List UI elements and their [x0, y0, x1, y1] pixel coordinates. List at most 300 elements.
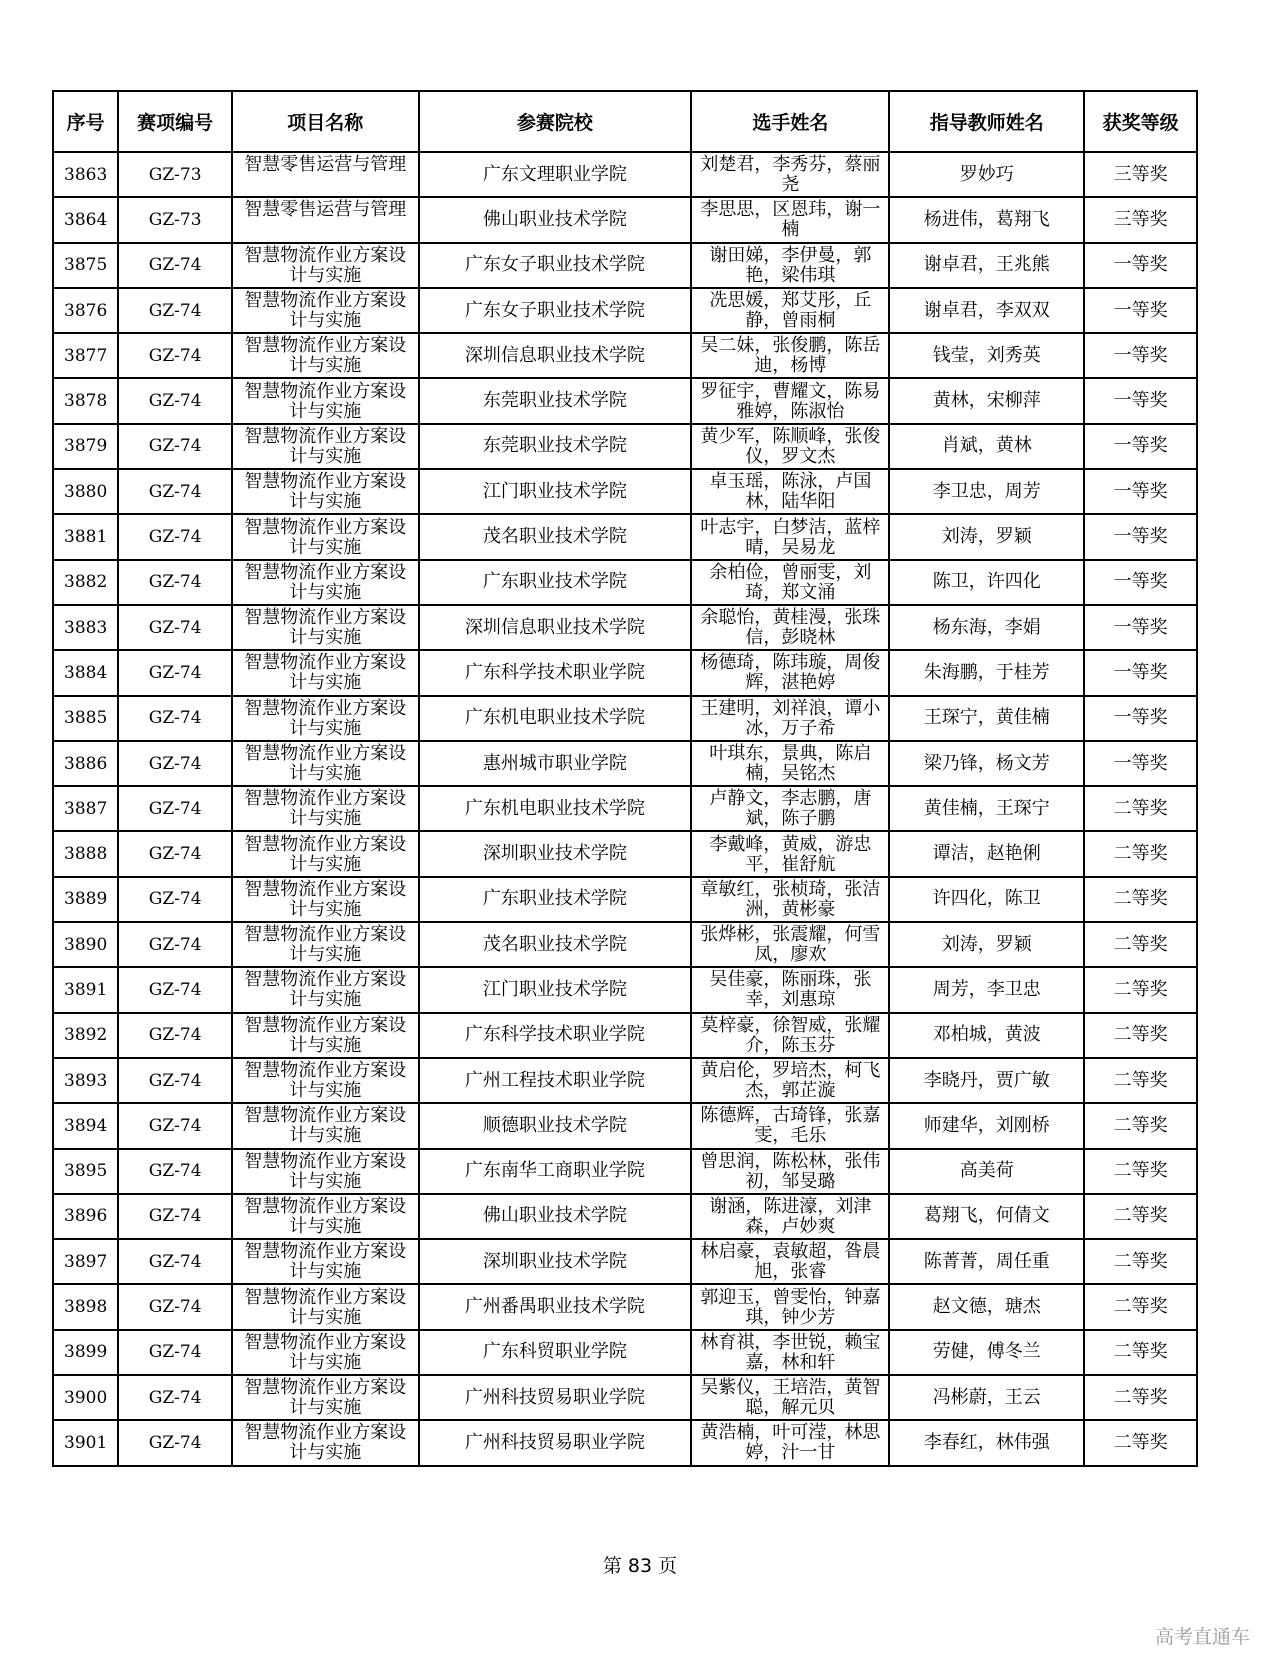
- project-name-cell: [232, 1284, 418, 1329]
- school-cell: 茂名职业技术学院: [419, 922, 692, 967]
- event-code-cell: GZ-74: [118, 560, 232, 605]
- header-project-name: 项目名称: [232, 91, 418, 152]
- event-code-cell: GZ-74: [118, 1013, 232, 1058]
- award-level-cell: 一等奖: [1084, 650, 1197, 695]
- award-level-cell: 一等奖: [1084, 514, 1197, 559]
- school-cell: 广东科学技术职业学院: [419, 650, 692, 695]
- school-cell: 广东机电职业技术学院: [419, 696, 692, 741]
- award-level-cell: 三等奖: [1084, 197, 1197, 242]
- table-row: [53, 1058, 1197, 1103]
- school-cell: 惠州城市职业学院: [419, 741, 692, 786]
- contestants-cell: [691, 650, 889, 695]
- table-row: [53, 243, 1197, 288]
- project-name-cell-text: 智慧物流作业方案设计与实施: [244, 1060, 407, 1102]
- seq-cell: 3892: [53, 1013, 118, 1058]
- instructors-cell: 杨东海，李娟: [889, 605, 1084, 650]
- project-name-cell: [232, 1194, 418, 1239]
- project-name-cell-text: 智慧物流作业方案设计与实施: [244, 1331, 407, 1373]
- seq-cell: 3898: [53, 1284, 118, 1329]
- contestants-cell: [691, 469, 889, 514]
- award-level-cell: 二等奖: [1084, 1284, 1197, 1329]
- event-code-cell: GZ-73: [118, 152, 232, 197]
- awards-table: [52, 90, 1198, 1467]
- contestants-cell: [691, 333, 889, 378]
- event-code-cell: GZ-74: [118, 1375, 232, 1420]
- school-cell: 佛山职业技术学院: [419, 197, 692, 242]
- event-code-cell: GZ-74: [118, 424, 232, 469]
- project-name-cell-text: 智慧物流作业方案设计与实施: [244, 1014, 407, 1056]
- table-row: [53, 1013, 1197, 1058]
- school-cell: 深圳信息职业技术学院: [419, 333, 692, 378]
- school-cell: 东莞职业技术学院: [419, 378, 692, 423]
- award-level-cell: 一等奖: [1084, 560, 1197, 605]
- contestants-cell: [691, 922, 889, 967]
- contestants-cell-text: 罗征宇，曹耀文，陈易雅婷，陈淑怡: [700, 380, 881, 422]
- instructors-cell: 葛翔飞，何倩文: [889, 1194, 1084, 1239]
- project-name-cell-text: 智慧物流作业方案设计与实施: [244, 607, 407, 649]
- project-name-cell: [232, 424, 418, 469]
- award-level-cell: 二等奖: [1084, 1375, 1197, 1420]
- contestants-cell-text: 黄浩楠，叶可滢，林思婷，汁一甘: [700, 1422, 881, 1464]
- seq-cell: 3877: [53, 333, 118, 378]
- contestants-cell: [691, 378, 889, 423]
- project-name-cell: [232, 1239, 418, 1284]
- seq-cell: 3883: [53, 605, 118, 650]
- event-code-cell: GZ-73: [118, 197, 232, 242]
- award-level-cell: 一等奖: [1084, 424, 1197, 469]
- instructors-cell: 谢卓君，李双双: [889, 288, 1084, 333]
- seq-cell: 3889: [53, 877, 118, 922]
- contestants-cell: [691, 1284, 889, 1329]
- project-name-cell: [232, 1013, 418, 1058]
- seq-cell: 3879: [53, 424, 118, 469]
- project-name-cell-text: 智慧物流作业方案设计与实施: [244, 1150, 407, 1192]
- project-name-cell: [232, 243, 418, 288]
- table-row: [53, 197, 1197, 242]
- event-code-cell: GZ-74: [118, 1284, 232, 1329]
- project-name-cell: [232, 1330, 418, 1375]
- contestants-cell-text: 王建明，刘祥浪，谭小冰，万子希: [700, 697, 881, 739]
- instructors-cell: 杨进伟，葛翔飞: [889, 197, 1084, 242]
- award-level-cell: 二等奖: [1084, 1194, 1197, 1239]
- award-level-cell: 二等奖: [1084, 967, 1197, 1012]
- event-code-cell: GZ-74: [118, 696, 232, 741]
- project-name-cell: [232, 1103, 418, 1148]
- project-name-cell: [232, 877, 418, 922]
- event-code-cell: GZ-74: [118, 333, 232, 378]
- contestants-cell: [691, 1149, 889, 1194]
- table-row: [53, 696, 1197, 741]
- table-row: [53, 786, 1197, 831]
- seq-cell: 3886: [53, 741, 118, 786]
- seq-cell: 3876: [53, 288, 118, 333]
- contestants-cell: [691, 696, 889, 741]
- event-code-cell: GZ-74: [118, 1149, 232, 1194]
- header-instructors: 指导教师姓名: [889, 91, 1084, 152]
- school-cell: 广东南华工商职业学院: [419, 1149, 692, 1194]
- seq-cell: 3864: [53, 197, 118, 242]
- event-code-cell: GZ-74: [118, 922, 232, 967]
- table-body: [53, 152, 1197, 1466]
- project-name-cell: [232, 1149, 418, 1194]
- event-code-cell: GZ-74: [118, 378, 232, 423]
- table-row: [53, 1194, 1197, 1239]
- school-cell: 广东科贸职业学院: [419, 1330, 692, 1375]
- project-name-cell: [232, 922, 418, 967]
- instructors-cell: 谭洁，赵艳俐: [889, 831, 1084, 876]
- award-level-cell: 一等奖: [1084, 288, 1197, 333]
- header-event-code: 赛项编号: [118, 91, 232, 152]
- table-row: [53, 1330, 1197, 1375]
- instructors-cell: 梁乃锋，杨文芳: [889, 741, 1084, 786]
- table-row: [53, 288, 1197, 333]
- seq-cell: 3900: [53, 1375, 118, 1420]
- award-level-cell: 二等奖: [1084, 786, 1197, 831]
- award-level-cell: 二等奖: [1084, 1239, 1197, 1284]
- contestants-cell-text: 吴紫仪，王培浩，黄智聪，解元贝: [700, 1377, 881, 1419]
- instructors-cell: 高美荷: [889, 1149, 1084, 1194]
- event-code-cell: GZ-74: [118, 469, 232, 514]
- school-cell: 广州工程技术职业学院: [419, 1058, 692, 1103]
- project-name-cell-text: 智慧物流作业方案设计与实施: [244, 878, 407, 920]
- school-cell: 佛山职业技术学院: [419, 1194, 692, 1239]
- project-name-cell-text: 智慧物流作业方案设计与实施: [244, 1286, 407, 1328]
- contestants-cell: [691, 1420, 889, 1465]
- project-name-cell: [232, 197, 418, 242]
- contestants-cell: [691, 1058, 889, 1103]
- project-name-cell-text: 智慧物流作业方案设计与实施: [244, 697, 407, 739]
- instructors-cell: 钱莹，刘秀英: [889, 333, 1084, 378]
- instructors-cell: 劳健，傅冬兰: [889, 1330, 1084, 1375]
- table-row: [53, 605, 1197, 650]
- contestants-cell-text: 李思思，区恩玮，谢一楠: [700, 199, 881, 241]
- award-level-cell: 二等奖: [1084, 1013, 1197, 1058]
- event-code-cell: GZ-74: [118, 650, 232, 695]
- contestants-cell: [691, 197, 889, 242]
- contestants-cell-text: 余聪怡，黄桂漫，张珠信，彭晓林: [700, 607, 881, 649]
- contestants-cell-text: 章敏红，张桢琦，张洁洲，黄彬豪: [700, 878, 881, 920]
- contestants-cell-text: 吴佳豪，陈丽珠，张幸，刘惠琼: [709, 969, 872, 1011]
- contestants-cell: [691, 514, 889, 559]
- school-cell: 广州科技贸易职业学院: [419, 1375, 692, 1420]
- project-name-cell-text: 智慧零售运营与管理: [244, 154, 407, 176]
- contestants-cell: [691, 288, 889, 333]
- project-name-cell: [232, 1375, 418, 1420]
- project-name-cell-text: 智慧物流作业方案设计与实施: [244, 1377, 407, 1419]
- project-name-cell-text: 智慧零售运营与管理: [244, 199, 407, 221]
- header-award-level: 获奖等级: [1084, 91, 1197, 152]
- award-level-cell: 二等奖: [1084, 922, 1197, 967]
- event-code-cell: GZ-74: [118, 831, 232, 876]
- contestants-cell: [691, 1375, 889, 1420]
- table-row: [53, 1375, 1197, 1420]
- instructors-cell: 谢卓君，王兆熊: [889, 243, 1084, 288]
- school-cell: 深圳信息职业技术学院: [419, 605, 692, 650]
- project-name-cell: [232, 333, 418, 378]
- seq-cell: 3890: [53, 922, 118, 967]
- event-code-cell: GZ-74: [118, 243, 232, 288]
- contestants-cell: [691, 877, 889, 922]
- table-row: [53, 922, 1197, 967]
- contestants-cell-text: 黄少军，陈顺峰，张俊仪，罗文杰: [700, 425, 881, 467]
- table-row: [53, 877, 1197, 922]
- instructors-cell: 许四化，陈卫: [889, 877, 1084, 922]
- page-number: 第 83 页: [602, 1555, 678, 1577]
- instructors-cell: 刘涛，罗颖: [889, 922, 1084, 967]
- project-name-cell-text: 智慧物流作业方案设计与实施: [244, 833, 407, 875]
- project-name-cell: [232, 514, 418, 559]
- award-level-cell: 一等奖: [1084, 243, 1197, 288]
- table-row: [53, 333, 1197, 378]
- award-level-cell: 一等奖: [1084, 469, 1197, 514]
- header-row: [53, 91, 1197, 152]
- seq-cell: 3896: [53, 1194, 118, 1239]
- school-cell: 广州科技贸易职业学院: [419, 1420, 692, 1465]
- seq-cell: 3884: [53, 650, 118, 695]
- watermark: 高考直通车: [1154, 1626, 1250, 1648]
- award-level-cell: 二等奖: [1084, 1330, 1197, 1375]
- award-level-cell: 一等奖: [1084, 696, 1197, 741]
- award-level-cell: 二等奖: [1084, 831, 1197, 876]
- school-cell: 江门职业技术学院: [419, 967, 692, 1012]
- school-cell: 东莞职业技术学院: [419, 424, 692, 469]
- award-level-cell: 一等奖: [1084, 605, 1197, 650]
- project-name-cell-text: 智慧物流作业方案设计与实施: [244, 652, 407, 694]
- seq-cell: 3878: [53, 378, 118, 423]
- instructors-cell: 周芳，李卫忠: [889, 967, 1084, 1012]
- school-cell: 广东女子职业技术学院: [419, 288, 692, 333]
- project-name-cell-text: 智慧物流作业方案设计与实施: [244, 1195, 407, 1237]
- table-row: [53, 1149, 1197, 1194]
- instructors-cell: 罗妙巧: [889, 152, 1084, 197]
- project-name-cell: [232, 786, 418, 831]
- contestants-cell: [691, 967, 889, 1012]
- project-name-cell-text: 智慧物流作业方案设计与实施: [244, 335, 407, 377]
- contestants-cell: [691, 1194, 889, 1239]
- event-code-cell: GZ-74: [118, 605, 232, 650]
- header-school: 参赛院校: [419, 91, 692, 152]
- instructors-cell: 赵文德，瑭杰: [889, 1284, 1084, 1329]
- project-name-cell-text: 智慧物流作业方案设计与实施: [244, 788, 407, 830]
- event-code-cell: GZ-74: [118, 786, 232, 831]
- instructors-cell: 邓柏城，黄波: [889, 1013, 1084, 1058]
- event-code-cell: GZ-74: [118, 967, 232, 1012]
- table-row: [53, 469, 1197, 514]
- project-name-cell-text: 智慧物流作业方案设计与实施: [244, 969, 407, 1011]
- contestants-cell: [691, 424, 889, 469]
- award-level-cell: 二等奖: [1084, 877, 1197, 922]
- seq-cell: 3897: [53, 1239, 118, 1284]
- contestants-cell-text: 张烨彬，张震耀，何雪凤，廖欢: [700, 924, 881, 966]
- table-row: [53, 1239, 1197, 1284]
- seq-cell: 3888: [53, 831, 118, 876]
- seq-cell: 3894: [53, 1103, 118, 1148]
- contestants-cell-text: 林启豪，袁敏超，昝晨旭，张睿: [700, 1241, 881, 1283]
- contestants-cell-text: 卓玉瑶，陈泳，卢国林，陆华阳: [709, 471, 872, 513]
- seq-cell: 3875: [53, 243, 118, 288]
- seq-cell: 3895: [53, 1149, 118, 1194]
- contestants-cell-text: 林育祺，李世锐，赖宝嘉，林和轩: [700, 1331, 881, 1373]
- school-cell: 深圳职业技术学院: [419, 831, 692, 876]
- school-cell: 深圳职业技术学院: [419, 1239, 692, 1284]
- award-level-cell: 二等奖: [1084, 1149, 1197, 1194]
- table-row: [53, 650, 1197, 695]
- instructors-cell: 朱海鹏，于桂芳: [889, 650, 1084, 695]
- project-name-cell-text: 智慧物流作业方案设计与实施: [244, 380, 407, 422]
- school-cell: 广东职业技术学院: [419, 877, 692, 922]
- event-code-cell: GZ-74: [118, 288, 232, 333]
- project-name-cell: [232, 650, 418, 695]
- contestants-cell-text: 余柏俭，曾丽雯，刘琦，郑文涌: [709, 561, 872, 603]
- school-cell: 广东机电职业技术学院: [419, 786, 692, 831]
- instructors-cell: 李卫忠，周芳: [889, 469, 1084, 514]
- project-name-cell: [232, 1420, 418, 1465]
- project-name-cell-text: 智慧物流作业方案设计与实施: [244, 244, 407, 286]
- project-name-cell-text: 智慧物流作业方案设计与实施: [244, 1241, 407, 1283]
- contestants-cell: [691, 605, 889, 650]
- project-name-cell: [232, 152, 418, 197]
- instructors-cell: 冯彬蔚，王云: [889, 1375, 1084, 1420]
- contestants-cell: [691, 1103, 889, 1148]
- project-name-cell-text: 智慧物流作业方案设计与实施: [244, 471, 407, 513]
- contestants-cell-text: 曾思润，陈松林，张伟初，邹旻璐: [700, 1150, 881, 1192]
- award-level-cell: 一等奖: [1084, 378, 1197, 423]
- contestants-cell: [691, 1239, 889, 1284]
- event-code-cell: GZ-74: [118, 877, 232, 922]
- school-cell: 广东文理职业学院: [419, 152, 692, 197]
- instructors-cell: 黄林，宋柳萍: [889, 378, 1084, 423]
- project-name-cell: [232, 696, 418, 741]
- project-name-cell: [232, 560, 418, 605]
- contestants-cell-text: 郭迎玉，曾雯怡，钟嘉琪，钟少芳: [700, 1286, 881, 1328]
- contestants-cell: [691, 1013, 889, 1058]
- seq-cell: 3901: [53, 1420, 118, 1465]
- seq-cell: 3887: [53, 786, 118, 831]
- project-name-cell-text: 智慧物流作业方案设计与实施: [244, 425, 407, 467]
- instructors-cell: 黄佳楠，王琛宁: [889, 786, 1084, 831]
- seq-cell: 3885: [53, 696, 118, 741]
- project-name-cell-text: 智慧物流作业方案设计与实施: [244, 924, 407, 966]
- seq-cell: 3882: [53, 560, 118, 605]
- school-cell: 顺德职业技术学院: [419, 1103, 692, 1148]
- award-level-cell: 二等奖: [1084, 1420, 1197, 1465]
- table-row: [53, 514, 1197, 559]
- contestants-cell-text: 吴二妹，张俊鹏，陈岳迪，杨博: [700, 335, 881, 377]
- contestants-cell: [691, 1330, 889, 1375]
- contestants-cell-text: 冼思媛，郑艾彤，丘静，曾雨桐: [709, 290, 872, 332]
- contestants-cell-text: 叶志宇，白梦洁，蓝梓晴，吴易龙: [700, 516, 881, 558]
- seq-cell: 3891: [53, 967, 118, 1012]
- table-row: [53, 424, 1197, 469]
- contestants-cell: [691, 152, 889, 197]
- school-cell: 茂名职业技术学院: [419, 514, 692, 559]
- event-code-cell: GZ-74: [118, 1330, 232, 1375]
- project-name-cell-text: 智慧物流作业方案设计与实施: [244, 1105, 407, 1147]
- table-row: [53, 1284, 1197, 1329]
- table-row: [53, 378, 1197, 423]
- seq-cell: 3899: [53, 1330, 118, 1375]
- project-name-cell-text: 智慧物流作业方案设计与实施: [244, 743, 407, 784]
- instructors-cell: 李春红，林伟强: [889, 1420, 1084, 1465]
- table-row: [53, 152, 1197, 197]
- table-row: [53, 741, 1197, 786]
- instructors-cell: 肖斌，黄林: [889, 424, 1084, 469]
- event-code-cell: GZ-74: [118, 741, 232, 786]
- contestants-cell-text: 谢涵，陈进濠，刘津森，卢妙爽: [709, 1195, 872, 1237]
- contestants-cell-text: 谢田娣，李伊曼，郭艳，梁伟琪: [709, 244, 872, 286]
- project-name-cell: [232, 378, 418, 423]
- contestants-cell-text: 卢静文，李志鹏，唐斌，陈子鹏: [709, 788, 872, 830]
- table-row: [53, 1420, 1197, 1465]
- instructors-cell: 陈卫，许四化: [889, 560, 1084, 605]
- school-cell: 广东职业技术学院: [419, 560, 692, 605]
- header-seq: 序号: [53, 91, 118, 152]
- seq-cell: 3893: [53, 1058, 118, 1103]
- contestants-cell: [691, 243, 889, 288]
- project-name-cell: [232, 1058, 418, 1103]
- table-row: [53, 967, 1197, 1012]
- table-row: [53, 560, 1197, 605]
- contestants-cell-text: 杨德琦，陈玮璇，周俊辉，湛艳婷: [700, 652, 881, 694]
- seq-cell: 3880: [53, 469, 118, 514]
- event-code-cell: GZ-74: [118, 1420, 232, 1465]
- contestants-cell-text: 叶琪东，景典，陈启楠，吴铭杰: [709, 743, 872, 784]
- school-cell: 江门职业技术学院: [419, 469, 692, 514]
- instructors-cell: 刘涛，罗颖: [889, 514, 1084, 559]
- award-level-cell: 二等奖: [1084, 1103, 1197, 1148]
- award-level-cell: 一等奖: [1084, 333, 1197, 378]
- school-cell: 广东女子职业技术学院: [419, 243, 692, 288]
- contestants-cell: [691, 786, 889, 831]
- award-level-cell: 一等奖: [1084, 741, 1197, 786]
- contestants-cell: [691, 560, 889, 605]
- project-name-cell: [232, 288, 418, 333]
- instructors-cell: 师建华，刘刚桥: [889, 1103, 1084, 1148]
- table-row: [53, 1103, 1197, 1148]
- project-name-cell: [232, 967, 418, 1012]
- award-level-cell: 三等奖: [1084, 152, 1197, 197]
- project-name-cell: [232, 831, 418, 876]
- project-name-cell-text: 智慧物流作业方案设计与实施: [244, 290, 407, 332]
- seq-cell: 3863: [53, 152, 118, 197]
- event-code-cell: GZ-74: [118, 514, 232, 559]
- event-code-cell: GZ-74: [118, 1058, 232, 1103]
- contestants-cell-text: 黄启伦，罗培杰，柯飞杰，郭芷漩: [700, 1060, 881, 1102]
- contestants-cell-text: 刘楚君，李秀芬，蔡丽尧: [700, 154, 881, 196]
- seq-cell: 3881: [53, 514, 118, 559]
- school-cell: 广州番禺职业技术学院: [419, 1284, 692, 1329]
- contestants-cell: [691, 741, 889, 786]
- contestants-cell-text: 莫梓豪，徐智威，张耀介，陈玉芬: [700, 1014, 881, 1056]
- header-contestants: 选手姓名: [691, 91, 889, 152]
- school-cell: 广东科学技术职业学院: [419, 1013, 692, 1058]
- project-name-cell: [232, 469, 418, 514]
- table-row: [53, 831, 1197, 876]
- project-name-cell: [232, 605, 418, 650]
- award-level-cell: 二等奖: [1084, 1058, 1197, 1103]
- event-code-cell: GZ-74: [118, 1194, 232, 1239]
- project-name-cell-text: 智慧物流作业方案设计与实施: [244, 516, 407, 558]
- instructors-cell: 李晓丹，贾广敏: [889, 1058, 1084, 1103]
- contestants-cell-text: 李戴峰，黄威，游忠平，崔舒航: [709, 833, 872, 875]
- event-code-cell: GZ-74: [118, 1239, 232, 1284]
- project-name-cell: [232, 741, 418, 786]
- project-name-cell-text: 智慧物流作业方案设计与实施: [244, 561, 407, 603]
- contestants-cell-text: 陈德辉，古琦锋，张嘉雯，毛乐: [700, 1105, 881, 1147]
- instructors-cell: 王琛宁，黄佳楠: [889, 696, 1084, 741]
- contestants-cell: [691, 831, 889, 876]
- instructors-cell: 陈菁菁，周任重: [889, 1239, 1084, 1284]
